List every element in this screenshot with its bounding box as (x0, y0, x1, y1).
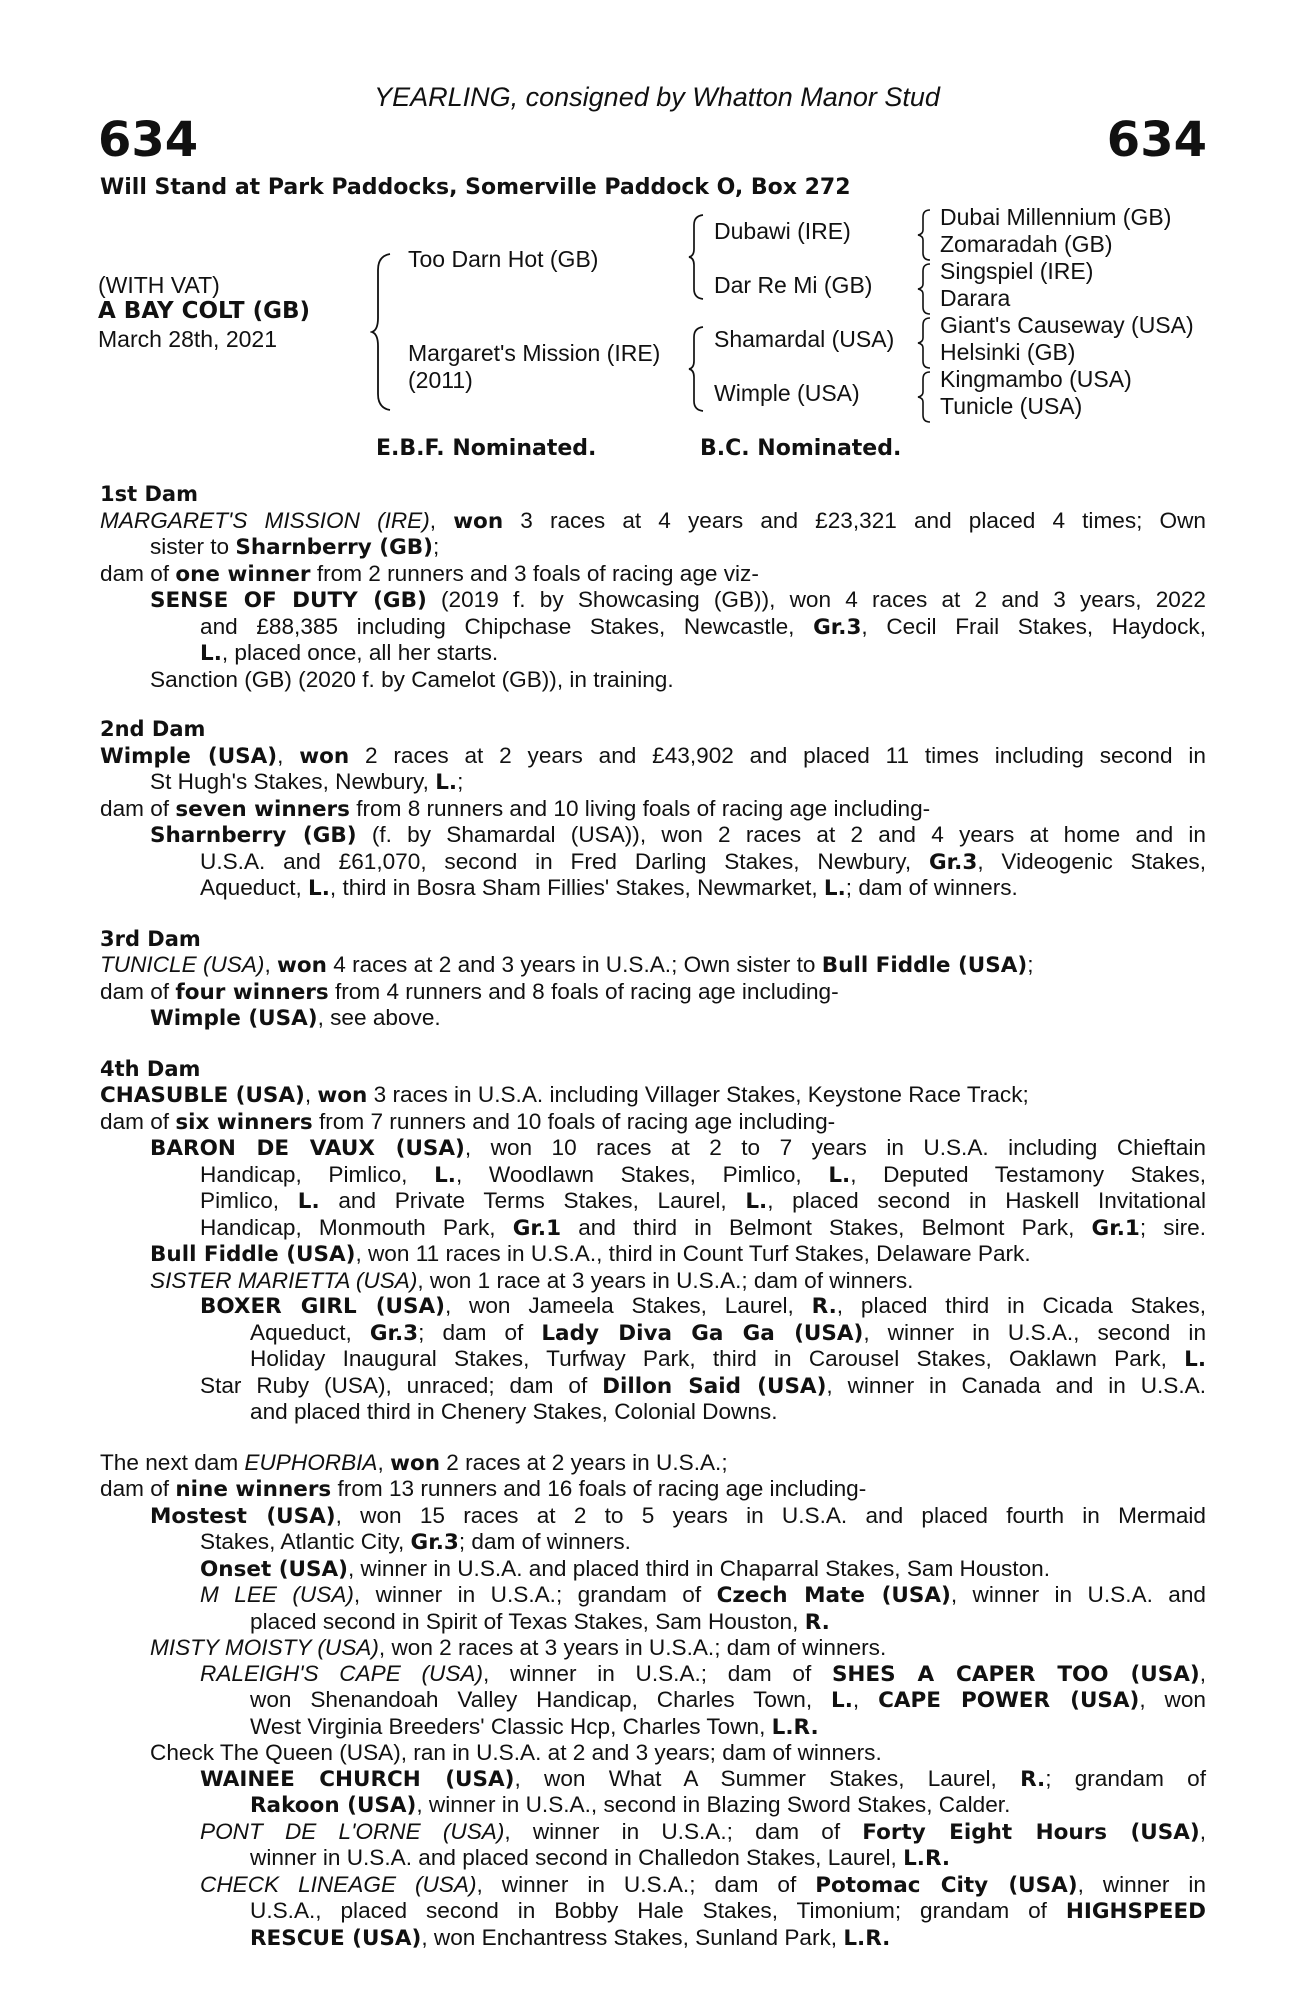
horse-name: RESCUE (USA) (250, 1925, 422, 1951)
text: from 8 runners and 10 living foals of racing age including- (349, 795, 931, 821)
winner-count: one winner (175, 561, 311, 587)
text: , won 10 races at 2 to 7 years in U.S.A. including Chieftain (464, 1135, 1206, 1160)
consignment-line: YEARLING, consigned by Whatton Manor Stud (374, 82, 940, 112)
pedigree-sire-sire: Dubawi (IRE) (714, 218, 851, 244)
dam-name: EUPHORBIA (244, 1449, 378, 1475)
dam-summary-line (100, 1082, 1206, 1109)
text-line (100, 1188, 1206, 1215)
text: , winner in Canada and in U.S.A. (826, 1372, 1206, 1398)
text: , winner in U.S.A.; grandam of (353, 1582, 717, 1607)
text: , placed once, all her starts. (221, 640, 499, 665)
text-line (100, 1766, 1206, 1793)
dam-name: Wimple (USA) (100, 743, 278, 769)
text-line (100, 1005, 1206, 1032)
won-label: won (277, 953, 327, 978)
horse-name: Rakoon (USA) (250, 1793, 417, 1818)
winner-count: six winners (175, 1109, 313, 1135)
text-line (100, 1609, 1206, 1636)
text-line (100, 849, 1206, 876)
horse-name: Bull Fiddle (USA) (150, 1242, 356, 1267)
text: , Deputed Testamony Stakes, (850, 1161, 1206, 1187)
text-line (100, 1241, 1206, 1268)
horse-name: WAINEE CHURCH (USA) (200, 1766, 515, 1792)
text: dam of (100, 560, 176, 586)
pedigree-ggp-7: Kingmambo (USA) (940, 366, 1132, 392)
text: from 2 runners and 3 foals of racing age viz- (310, 560, 759, 586)
text-line (100, 1925, 1206, 1952)
text-line: Check The Queen (USA), ran in U.S.A. at 2 and 3 years; dam of winners. (150, 1740, 882, 1765)
grade: L. (434, 1162, 456, 1188)
text: placed second in Spirit of Texas Stakes, Sam Houston, (250, 1608, 805, 1634)
grade: R. (811, 1294, 837, 1319)
text-line (100, 587, 1206, 614)
horse-name: Forty Eight Hours (USA) (862, 1819, 1200, 1845)
grade: Gr.1 (1091, 1215, 1140, 1241)
text: ; (432, 534, 440, 559)
horse-name: HIGHSPEED (1065, 1899, 1206, 1924)
text: 2 races at 2 years and £43,902 and placed 11 times including second in (349, 742, 1206, 768)
dam-summary-line (100, 1450, 1206, 1477)
standing-location: Will Stand at Park Paddocks, Somerville Paddock O, Box 272 (100, 175, 851, 200)
text: U.S.A. and £61,070, second in Fred Darling Stakes, Newbury, (200, 848, 929, 874)
pedigree-brace-ggp3 (916, 316, 932, 370)
lot-number-left: 634 (98, 112, 199, 168)
dam-summary-line (100, 508, 1206, 535)
text-line (100, 1845, 1206, 1872)
text: , placed third in Cicada Stakes, (836, 1293, 1207, 1318)
text: , (1199, 1818, 1206, 1844)
text: , see above. (317, 1005, 441, 1030)
text: Pimlico, (200, 1188, 298, 1213)
horse-name: Wimple (USA) (150, 1006, 318, 1031)
text-line (100, 1215, 1206, 1242)
grade: L.R. (771, 1714, 819, 1740)
horse-name: Lady Diva Ga Ga (USA) (541, 1320, 864, 1346)
grade: R. (1020, 1766, 1046, 1792)
grade: L.R. (843, 1925, 891, 1951)
text: , won What A Summer Stakes, Laurel, (514, 1765, 1021, 1791)
foaling-date: March 28th, 2021 (98, 326, 278, 352)
section-heading: 4th Dam (100, 1056, 201, 1081)
text: , third in Bosra Sham Fillies' Stakes, Newmarket, (329, 875, 824, 900)
section-heading: 1st Dam (100, 482, 198, 506)
text: and Private Terms Stakes, Laurel, (319, 1188, 746, 1213)
text: dam of (100, 1108, 176, 1134)
grade: Gr.3 (929, 849, 978, 875)
won-label: won (299, 743, 350, 769)
horse-name: PONT DE L'ORNE (USA) (200, 1818, 505, 1844)
text-line (100, 534, 1206, 561)
horse-name: CHECK LINEAGE (USA) (200, 1871, 477, 1897)
grade: L. (823, 876, 846, 901)
grade: Gr.3 (410, 1530, 459, 1555)
text: , won (1139, 1687, 1206, 1712)
pedigree-brace-ggp4 (916, 370, 932, 424)
won-label: won (453, 508, 504, 534)
text: , placed second in Haskell Invitational (767, 1188, 1206, 1213)
text: , (377, 1449, 391, 1475)
horse-name: CAPE POWER (USA) (878, 1688, 1140, 1713)
horse-name: Bull Fiddle (USA) (821, 953, 1028, 978)
pedigree-dam-sire: Shamardal (USA) (714, 326, 895, 352)
text: from 4 runners and 8 foals of racing age including- (328, 978, 839, 1004)
vat-note: (WITH VAT) (98, 272, 220, 298)
pedigree-ggp-2: Zomaradah (GB) (940, 231, 1113, 257)
text: , winner in (1077, 1871, 1206, 1897)
text-line: Sanction (GB) (2020 f. by Camelot (GB)), in training. (150, 666, 674, 692)
text: 3 races in U.S.A. including Villager Stakes, Keystone Race Track; (367, 1082, 1029, 1107)
text: from 13 runners and 16 foals of racing age including- (331, 1476, 867, 1501)
grade: L. (435, 770, 458, 795)
text: Aqueduct, (200, 875, 309, 900)
dam-name: MARGARET'S MISSION (IRE) (100, 507, 430, 533)
horse-name: Mostest (USA) (150, 1503, 336, 1529)
text: (f. by Shamardal (USA)), won 2 races at 2 and 4 years at home and in (356, 822, 1206, 847)
won-label: won (390, 1450, 441, 1476)
grade: L. (1184, 1347, 1206, 1372)
text: , won 1 race at 3 years in U.S.A.; dam of winners. (417, 1267, 914, 1293)
grade: L. (308, 876, 330, 901)
text: , won Enchantress Stakes, Sunland Park, (421, 1924, 844, 1950)
third-dam-section (100, 927, 1206, 1032)
text: from 7 runners and 10 foals of racing age including- (312, 1108, 836, 1134)
text: , winner in U.S.A., second in Blazing Sword Stakes, Calder. (416, 1792, 1011, 1817)
text: and £88,385 including Chipchase Stakes, Newcastle, (200, 613, 814, 639)
horse-name: SHES A CAPER TOO (USA) (831, 1661, 1200, 1687)
text: 4 races at 2 and 3 years in U.S.A.; Own sister to (326, 952, 822, 977)
text-line (100, 1320, 1206, 1347)
horse-name: RALEIGH'S CAPE (USA) (200, 1660, 483, 1686)
horse-name: M LEE (USA) (200, 1582, 354, 1607)
dam-name: CHASUBLE (USA) (100, 1083, 305, 1108)
text: 3 races at 4 years and £23,321 and placed 4 times; Own (503, 507, 1206, 533)
text: , (304, 1082, 318, 1107)
pedigree-dam-year: (2011) (408, 367, 473, 393)
pedigree-dam: Margaret's Mission (IRE) (408, 340, 661, 366)
text: St Hugh's Stakes, Newbury, (150, 769, 436, 794)
text: Stakes, Atlantic City, (200, 1529, 411, 1554)
grade: L. (200, 641, 222, 666)
text-line (100, 1872, 1206, 1899)
text-line (100, 979, 1206, 1006)
text-line (100, 1268, 1206, 1294)
horse-name: Czech Mate (USA) (716, 1583, 951, 1608)
next-dam-section (100, 1450, 1206, 1952)
grade: L. (745, 1189, 768, 1214)
text: won Shenandoah Valley Handicap, Charles Town, (250, 1687, 832, 1712)
horse-name: BARON DE VAUX (USA) (150, 1136, 465, 1161)
pedigree-ggp-1: Dubai Millennium (GB) (940, 204, 1172, 230)
text: West Virginia Breeders' Classic Hcp, Charles Town, (250, 1713, 772, 1739)
text-line (100, 1135, 1206, 1162)
text: , Woodlawn Stakes, Pimlico, (455, 1161, 829, 1187)
pedigree-dam-dam: Wimple (USA) (714, 380, 860, 406)
grade: Gr.3 (369, 1320, 419, 1346)
winner-count: seven winners (175, 796, 350, 822)
text-line (100, 1529, 1206, 1556)
text: , winner in U.S.A. and placed third in Chaparral Stakes, Sam Houston. (347, 1555, 1050, 1581)
text: dam of (100, 1476, 176, 1501)
grade: L.R. (903, 1846, 951, 1871)
text-line (100, 1373, 1206, 1400)
pedigree-brace-sire (687, 213, 705, 301)
text-line (100, 1503, 1206, 1530)
text: winner in U.S.A. and placed second in Challedon Stakes, Laurel, (250, 1845, 904, 1870)
text: , won 15 races at 2 to 5 years in U.S.A. and placed fourth in Mermaid (335, 1502, 1206, 1528)
text: , winner in U.S.A.; dam of (504, 1818, 863, 1844)
horse-name: Dillon Said (USA) (602, 1373, 827, 1399)
text: sister to (150, 534, 236, 559)
text: , (1199, 1660, 1206, 1686)
fourth-dam-section (100, 1057, 1206, 1425)
text: Holiday Inaugural Stakes, Turfway Park, third in Carousel Stakes, Oaklawn Park, (250, 1346, 1185, 1371)
horse-name: Onset (USA) (200, 1556, 348, 1582)
text-line (100, 822, 1206, 849)
pedigree-brace-main (370, 252, 392, 412)
text-line (100, 1898, 1206, 1925)
text-line (100, 1792, 1206, 1819)
first-dam-section (100, 482, 1206, 692)
text: Handicap, Pimlico, (200, 1161, 435, 1187)
grade: Gr.3 (813, 614, 862, 640)
pedigree-sire: Too Darn Hot (GB) (408, 246, 599, 272)
horse-name: SISTER MARIETTA (USA) (150, 1267, 418, 1293)
text-line (100, 769, 1206, 796)
text: and third in Belmont Stakes, Belmont Park, (561, 1214, 1092, 1240)
pedigree-sire-dam: Dar Re Mi (GB) (714, 272, 873, 298)
text: U.S.A., placed second in Bobby Hale Stakes, Timonium; grandam of (250, 1898, 1066, 1923)
grade: L. (831, 1688, 853, 1713)
text: dam of (100, 795, 176, 821)
text-line (100, 1109, 1206, 1136)
dam-summary-line (100, 952, 1206, 979)
text-line (100, 640, 1206, 667)
horse-name: A BAY COLT (GB) (98, 298, 311, 324)
text: dam of (100, 978, 176, 1004)
grade: L. (297, 1189, 320, 1214)
horse-name: MISTY MOISTY (USA) (150, 1635, 379, 1660)
horse-name: BOXER GIRL (USA) (200, 1294, 445, 1319)
text: , won 2 races at 3 years in U.S.A.; dam of winners. (378, 1635, 887, 1660)
pedigree-brace-ggp1 (916, 208, 932, 262)
won-label: won (317, 1083, 368, 1108)
text: 2 races at 2 years in U.S.A.; (440, 1449, 728, 1475)
text: , winner in U.S.A. and (950, 1582, 1206, 1607)
horse-name: Sharnberry (GB) (235, 535, 433, 560)
text: , winner in U.S.A.; dam of (476, 1871, 816, 1897)
horse-name: SENSE OF DUTY (GB) (150, 588, 427, 613)
text-line (100, 875, 1206, 902)
text: , won Jameela Stakes, Laurel, (444, 1293, 812, 1318)
horse-name: Potomac City (USA) (815, 1872, 1078, 1898)
pedigree-ggp-6: Helsinki (GB) (940, 339, 1076, 365)
text-line (100, 614, 1206, 641)
catalogue-body (100, 482, 1206, 1951)
grade: L. (828, 1162, 851, 1188)
text: Star Ruby (USA), unraced; dam of (200, 1372, 603, 1398)
second-dam-section (100, 717, 1206, 902)
pedigree-ggp-4: Darara (940, 285, 1011, 311)
text-line (100, 1162, 1206, 1189)
text-line (100, 1819, 1206, 1846)
text-line (100, 1476, 1206, 1503)
text: Handicap, Monmouth Park, (200, 1214, 513, 1240)
text: , Videogenic Stakes, (977, 848, 1206, 874)
text: ; dam of winners. (845, 875, 1018, 900)
text: , (852, 1687, 879, 1712)
bc-nomination: B.C. Nominated. (700, 436, 902, 461)
text-line (100, 1714, 1206, 1741)
dam-summary-line (100, 743, 1206, 770)
pedigree-ggp-3: Singspiel (IRE) (940, 258, 1094, 284)
text: (2019 f. by Showcasing (GB)), won 4 races at 2 and 3 years, 2022 (426, 587, 1206, 612)
pedigree-ggp-5: Giant's Causeway (USA) (940, 312, 1194, 338)
text: ; dam of winners. (458, 1529, 631, 1554)
grade: Gr.1 (512, 1215, 562, 1241)
text-line (100, 1556, 1206, 1583)
pedigree-brace-ggp2 (916, 262, 932, 316)
text-line: and placed third in Chenery Stakes, Colonial Downs. (250, 1399, 778, 1424)
text: ; (1027, 952, 1034, 977)
text: , won 11 races in U.S.A., third in Count Turf Stakes, Delaware Park. (355, 1241, 1031, 1266)
text: ; dam of (418, 1319, 542, 1345)
text: ; (457, 769, 464, 794)
grade: R. (804, 1609, 830, 1635)
text-line (100, 1346, 1206, 1373)
ebf-nomination: E.B.F. Nominated. (376, 436, 597, 461)
section-heading: 2nd Dam (100, 717, 206, 741)
text-line (100, 1635, 1206, 1661)
pedigree-ggp-8: Tunicle (USA) (940, 393, 1083, 419)
winner-count: four winners (175, 979, 329, 1005)
text: , (264, 952, 278, 977)
text: ; sire. (1139, 1214, 1206, 1240)
pedigree-brace-dam (687, 325, 705, 413)
section-heading: 3rd Dam (100, 926, 201, 951)
text: Aqueduct, (250, 1319, 370, 1345)
text: , (277, 742, 300, 768)
text-line (100, 796, 1206, 823)
text: , winner in U.S.A., second in (863, 1319, 1207, 1345)
lot-number-right: 634 (1106, 112, 1207, 168)
text-line (100, 561, 1206, 588)
text: The next dam (100, 1449, 245, 1475)
text-line (100, 1661, 1206, 1688)
horse-name: Sharnberry (GB) (150, 823, 357, 848)
text-line (100, 1687, 1206, 1714)
winner-count: nine winners (175, 1477, 332, 1502)
dam-name: TUNICLE (USA) (100, 952, 265, 977)
text: , Cecil Frail Stakes, Haydock, (861, 613, 1206, 639)
text: ; grandam of (1045, 1765, 1206, 1791)
text-line (100, 1293, 1206, 1320)
text-line (100, 1582, 1206, 1609)
text: , winner in U.S.A.; dam of (483, 1660, 832, 1686)
text: , (429, 507, 454, 533)
